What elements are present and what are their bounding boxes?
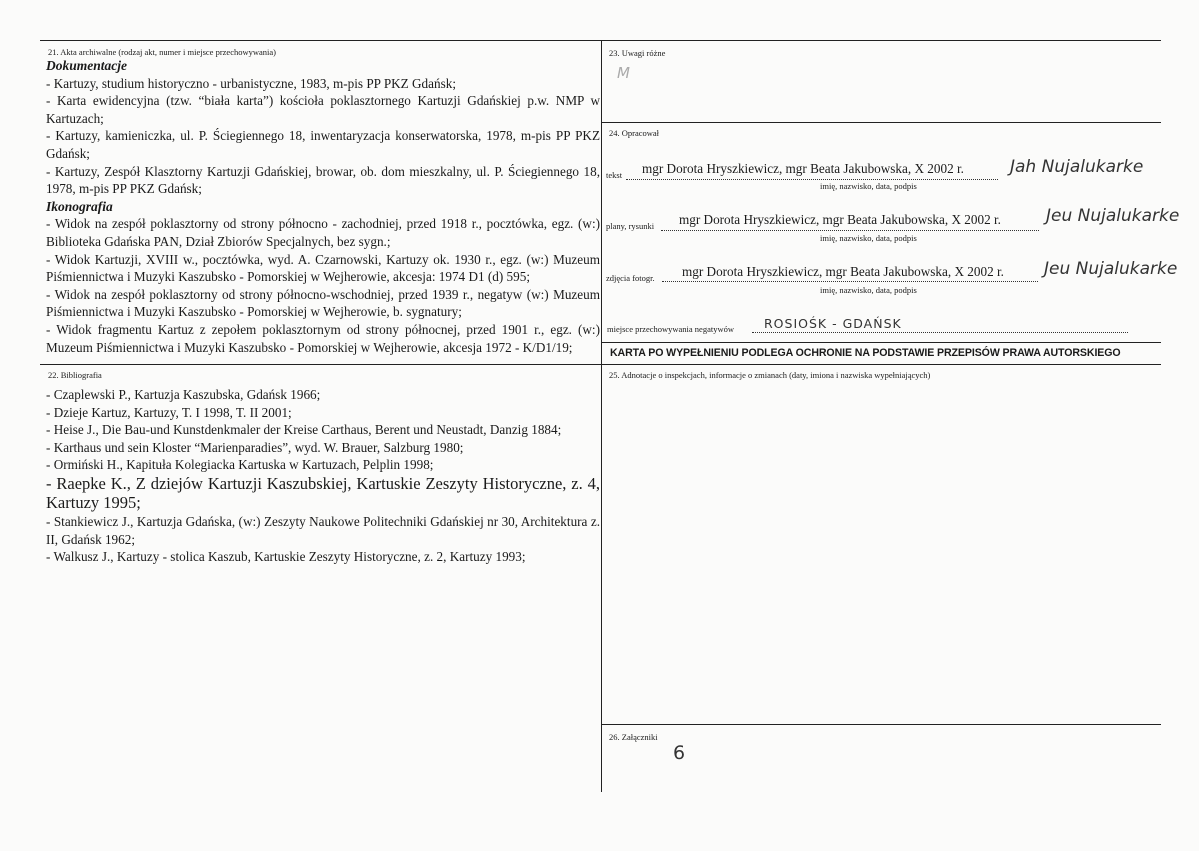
biblio-item: - Stankiewicz J., Kartuzja Gdańska, (w:) Zeszyty Naukowe Politechniki Gdańskiej nr 30, Architektura z. II, Gdańsk 1962; <box>46 513 600 547</box>
biblio-item: - Dzieje Kartuz, Kartuzy, T. I 1998, T. II 2001; <box>46 404 292 420</box>
doc-item: - Kartuzy, studium historyczno - urbanistyczne, 1983, m-pis PP PKZ Gdańsk; <box>46 75 456 91</box>
storage-label: miejsce przechowywania negatywów <box>607 324 734 334</box>
center-divider <box>601 40 602 792</box>
author-zdjecia: mgr Dorota Hryszkiewicz, mgr Beata Jakubowska, X 2002 r. <box>682 264 1004 279</box>
label-zdjecia: zdjęcia fotogr. <box>606 273 655 283</box>
author-tekst: mgr Dorota Hryszkiewicz, mgr Beata Jakubowska, X 2002 r. <box>642 161 964 176</box>
dotted-line <box>752 332 1128 333</box>
dotted-line <box>626 179 998 180</box>
heading-ikonografia: Ikonografia <box>46 198 113 214</box>
rule-25-26 <box>601 724 1161 725</box>
heading-dokumentacje: Dokumentacje <box>46 58 127 73</box>
doc-item: - Kartuzy, kamieniczka, ul. P. Ściegiennego 18, inwentaryzacja konserwatorska, 1978, m-pis PP PKZ Gdańsk; <box>46 128 600 161</box>
biblio-item: - Walkusz J., Kartuzy - stolica Kaszub, Kartuskie Zeszyty Historyczne, z. 2, Kartuzy 1993; <box>46 549 526 565</box>
caption: imię, nazwisko, data, podpis <box>820 285 917 295</box>
caption: imię, nazwisko, data, podpis <box>820 181 917 191</box>
signature-plany: Jeu Nujalukarke <box>1046 206 1180 226</box>
attachments-count: 6 <box>673 742 686 764</box>
icono-item: - Widok na zespół poklasztorny od strony północno - zachodniej, przed 1918 r., pocztówka, egz. (w:) Biblioteka Gdańska PAN, Dział Zbiorów Specjalnych, bez sygn.; <box>46 216 600 249</box>
rule-24-notice <box>601 342 1161 343</box>
biblio-item: - Raepke K., Z dziejów Kartuzji Kaszubskiej, Kartuskie Zeszyty Historyczne, z. 4, Kartuzy 1995; <box>46 473 600 513</box>
signature-zdjecia: Jeu Nujalukarke <box>1044 259 1178 279</box>
section-26-title: 26. Załączniki <box>609 732 658 742</box>
dotted-line <box>662 281 1038 282</box>
caption: imię, nazwisko, data, podpis <box>820 233 917 243</box>
biblio-item: - Heise J., Die Bau-und Kunstdenkmaler der Kreise Carthaus, Berent und Neustadt, Danzig 1884; <box>46 422 562 438</box>
icono-item: - Widok na zespół poklasztorny od strony północno-wschodniej, przed 1939 r., negatyw (w:) Muzeum Piśmiennictwa i Muzyki Kaszubsko - Pomorskiej w Wejherowie, b. sygnatury; <box>46 286 600 320</box>
biblio-item: - Czaplewski P., Kartuzja Kaszubska, Gdańsk 1966; <box>46 387 321 402</box>
copyright-notice: KARTA PO WYPEŁNIENIU PODLEGA OCHRONIE NA PODSTAWIE PRZEPISÓW PRAWA AUTORSKIEGO <box>610 347 1121 359</box>
signature-tekst: Jah Nujalukarke <box>1010 157 1144 177</box>
doc-item: - Kartuzy, Zespół Klasztorny Kartuzji Gdańskiej, browar, ob. dom mieszkalny, ul. P. Ściegiennego 18, 1978, m-pis PP PKZ Gdańsk; <box>46 163 600 197</box>
section-22-title: 22. Bibliografia <box>48 370 102 380</box>
section-25-title: 25. Adnotacje o inspekcjach, informacje o zmianach (daty, imiona i nazwiska wypełniających) <box>609 370 931 380</box>
remarks-mark: M <box>617 64 630 82</box>
icono-item: - Widok Kartuzji, XVIII w., pocztówka, wyd. A. Czarnowski, Kartuzy ok. 1930 r., egz. (w:) Muzeum Piśmiennictwa i Muzyki Kaszubsko - Pomorskiej w Wejherowie, akcesja: 1974 D1 (d) 595; <box>46 251 600 285</box>
label-tekst: tekst <box>606 170 623 180</box>
section-21-content <box>46 57 600 356</box>
storage-value: ROSIOŚK - GDAŃSK <box>764 316 902 331</box>
rule-notice-25 <box>601 364 1161 365</box>
section-24-title: 24. Opracował <box>609 128 660 138</box>
section-21-title: 21. Akta archiwalne (rodzaj akt, numer i miejsce przechowywania) <box>48 47 276 57</box>
dotted-line <box>661 230 1039 231</box>
mid-rule-left <box>40 364 602 365</box>
doc-item: - Karta ewidencyjna (tzw. “biała karta”) kościoła poklasztornego Kartuzji Gdańskiej p.w. NMP w Kartuzach; <box>46 93 600 126</box>
section-22-content <box>46 386 600 566</box>
biblio-item: - Karthaus und sein Kloster “Marienparadies”, wyd. W. Brauer, Salzburg 1980; <box>46 439 464 455</box>
icono-item: - Widok fragmentu Kartuz z zepołem poklasztornym od strony północnej, przed 1901 r., egz. (w:) Muzeum Piśmiennictwa i Muzyki Kaszubsko - Pomorskiej w Wejherowie, akcesja 1972 - K/D1/19; <box>46 321 600 355</box>
author-plany: mgr Dorota Hryszkiewicz, mgr Beata Jakubowska, X 2002 r. <box>679 212 1001 227</box>
biblio-item: - Ormiński H., Kapituła Kolegiacka Kartuska w Kartuzach, Pelplin 1998; <box>46 457 434 473</box>
section-23-title: 23. Uwagi różne <box>609 48 666 58</box>
rule-23-24 <box>601 122 1161 123</box>
label-plany: plany, rysunki <box>606 221 655 231</box>
